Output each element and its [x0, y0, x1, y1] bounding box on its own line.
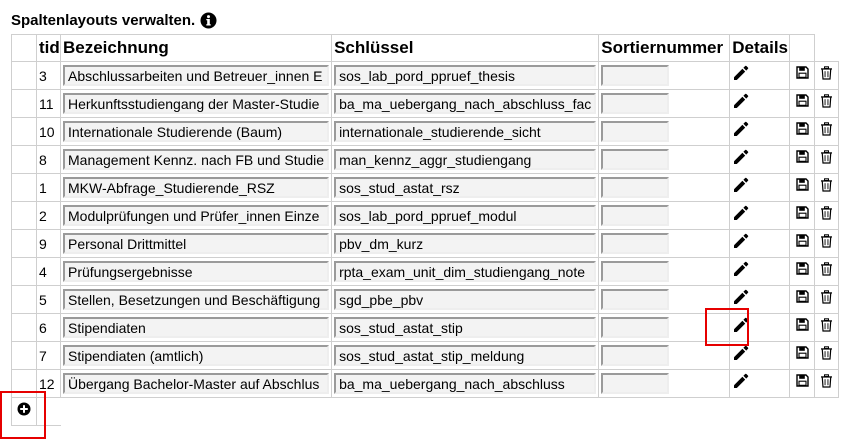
schluessel-input[interactable]: sos_stud_astat_stip — [334, 317, 596, 338]
bezeichnung-cell — [61, 118, 332, 146]
delete-cell — [815, 62, 839, 90]
bezeichnung-input[interactable]: MKW-Abfrage_Studierende_RSZ — [63, 177, 329, 198]
details-column-header: Details — [730, 35, 790, 62]
tid-cell: 7 — [37, 342, 61, 370]
delete-column-header — [815, 35, 839, 62]
trash-icon[interactable] — [820, 374, 833, 393]
schluessel-cell — [332, 174, 599, 202]
row-select-cell[interactable] — [12, 370, 37, 398]
row-select-cell[interactable] — [12, 146, 37, 174]
table-row — [12, 314, 839, 342]
schluessel-input[interactable]: man_kennz_aggr_studiengang — [334, 149, 596, 170]
tid-cell: 5 — [37, 286, 61, 314]
trash-icon[interactable] — [820, 178, 833, 197]
bezeichnung-input[interactable]: Herkunftsstudiengang der Master-Studie — [63, 93, 329, 114]
bezeichnung-cell — [61, 62, 332, 90]
bezeichnung-cell — [61, 314, 332, 342]
sortiernummer-input[interactable] — [601, 205, 669, 226]
schluessel-cell — [332, 342, 599, 370]
bezeichnung-input[interactable]: Personal Drittmittel — [63, 233, 329, 254]
schluessel-input[interactable]: sos_lab_pord_ppruef_modul — [334, 205, 596, 226]
pencil-icon[interactable] — [732, 64, 750, 87]
row-select-cell[interactable] — [12, 314, 37, 342]
details-cell — [730, 202, 790, 230]
sortiernummer-input[interactable] — [601, 233, 669, 254]
table-row — [12, 118, 839, 146]
select-column-header — [12, 35, 37, 62]
tid-cell: 11 — [37, 90, 61, 118]
bezeichnung-cell — [61, 342, 332, 370]
details-cell — [730, 230, 790, 258]
details-cell — [730, 286, 790, 314]
tid-cell: 9 — [37, 230, 61, 258]
save-cell — [790, 202, 815, 230]
table-row — [12, 146, 839, 174]
sortiernummer-cell — [599, 342, 730, 370]
schluessel-cell — [332, 146, 599, 174]
floppy-disk-icon[interactable] — [796, 122, 809, 140]
details-cell — [730, 342, 790, 370]
trash-icon[interactable] — [820, 262, 833, 281]
delete-cell — [815, 258, 839, 286]
save-cell — [790, 174, 815, 202]
save-cell — [790, 286, 815, 314]
row-select-cell[interactable] — [12, 202, 37, 230]
page-title-text: Spaltenlayouts verwalten. — [11, 12, 196, 29]
pencil-icon[interactable] — [732, 288, 750, 311]
sortiernummer-input[interactable] — [601, 177, 669, 198]
bezeichnung-cell — [61, 90, 332, 118]
pencil-icon[interactable] — [732, 92, 750, 115]
floppy-disk-icon[interactable] — [796, 262, 809, 280]
save-cell — [790, 230, 815, 258]
floppy-disk-icon[interactable] — [796, 150, 809, 168]
schluessel-cell — [332, 230, 599, 258]
details-cell — [730, 174, 790, 202]
schluessel-input[interactable]: rpta_exam_unit_dim_studiengang_note — [334, 261, 596, 282]
trash-icon[interactable] — [820, 290, 833, 309]
add-row-empty — [61, 398, 839, 426]
table-row — [12, 90, 839, 118]
table-row — [12, 342, 839, 370]
bezeichnung-input[interactable]: Management Kennz. nach FB und Studie — [63, 149, 329, 170]
add-cell — [12, 398, 37, 426]
schluessel-input[interactable]: ba_ma_uebergang_nach_abschluss_fac — [334, 93, 596, 114]
row-select-cell[interactable] — [12, 62, 37, 90]
sortiernummer-cell — [599, 118, 730, 146]
row-select-cell[interactable] — [12, 118, 37, 146]
bezeichnung-input[interactable]: Modulprüfungen und Prüfer_innen Einze — [63, 205, 329, 226]
add-row-filler — [37, 398, 61, 426]
tid-cell: 8 — [37, 146, 61, 174]
schluessel-cell — [332, 258, 599, 286]
sortiernummer-cell — [599, 314, 730, 342]
floppy-disk-icon[interactable] — [796, 374, 809, 392]
plus-circle-icon[interactable] — [17, 402, 31, 421]
pencil-icon[interactable] — [732, 204, 750, 227]
save-cell — [790, 146, 815, 174]
row-select-cell[interactable] — [12, 174, 37, 202]
bezeichnung-cell — [61, 146, 332, 174]
table-row — [12, 202, 839, 230]
sortiernummer-cell — [599, 62, 730, 90]
details-cell — [730, 258, 790, 286]
floppy-disk-icon[interactable] — [796, 318, 809, 336]
schluessel-input[interactable]: internationale_studierende_sicht — [334, 121, 596, 142]
bezeichnung-input[interactable]: Stipendiaten — [63, 317, 329, 338]
tid-cell: 2 — [37, 202, 61, 230]
delete-cell — [815, 286, 839, 314]
schluessel-input[interactable]: ba_ma_uebergang_nach_abschluss — [334, 373, 596, 394]
pencil-icon[interactable] — [732, 120, 750, 143]
save-cell — [790, 342, 815, 370]
tid-cell: 6 — [37, 314, 61, 342]
table-row — [12, 286, 839, 314]
row-select-cell[interactable] — [12, 90, 37, 118]
save-cell — [790, 258, 815, 286]
tid-cell: 12 — [37, 370, 61, 398]
trash-icon[interactable] — [820, 122, 833, 141]
bezeichnung-input[interactable]: Stipendiaten (amtlich) — [63, 345, 329, 366]
sortiernummer-cell — [599, 258, 730, 286]
schluessel-input[interactable]: pbv_dm_kurz — [334, 233, 596, 254]
details-cell — [730, 62, 790, 90]
pencil-icon[interactable] — [732, 148, 750, 171]
tid-column-header: tid — [37, 35, 61, 62]
row-select-cell[interactable] — [12, 230, 37, 258]
schluessel-cell — [332, 118, 599, 146]
sortiernummer-cell — [599, 202, 730, 230]
save-cell — [790, 370, 815, 398]
add-row — [12, 398, 839, 426]
sortiernummer-input[interactable] — [601, 149, 669, 170]
table-row — [12, 258, 839, 286]
sortiernummer-cell — [599, 370, 730, 398]
save-cell — [790, 90, 815, 118]
table-row — [12, 174, 839, 202]
tid-cell: 1 — [37, 174, 61, 202]
details-cell — [730, 370, 790, 398]
bezeichnung-cell — [61, 202, 332, 230]
details-cell — [730, 146, 790, 174]
sortiernummer-input[interactable] — [601, 65, 669, 86]
sortiernummer-input[interactable] — [601, 261, 669, 282]
trash-icon[interactable] — [820, 150, 833, 169]
column-layouts-table — [11, 34, 839, 426]
floppy-disk-icon[interactable] — [796, 290, 809, 308]
schluessel-cell — [332, 90, 599, 118]
sortiernummer-column-header: Sortiernummer — [599, 35, 730, 62]
delete-cell — [815, 202, 839, 230]
details-cell — [730, 90, 790, 118]
table-row — [12, 370, 839, 398]
table-row — [12, 62, 839, 90]
sortiernummer-input[interactable] — [601, 121, 669, 142]
save-column-header — [790, 35, 815, 62]
tid-cell: 10 — [37, 118, 61, 146]
floppy-disk-icon[interactable] — [796, 66, 809, 84]
trash-icon[interactable] — [820, 346, 833, 365]
sortiernummer-input[interactable] — [601, 317, 669, 338]
floppy-disk-icon[interactable] — [796, 206, 809, 224]
trash-icon[interactable] — [820, 234, 833, 253]
bezeichnung-input[interactable]: Prüfungsergebnisse — [63, 261, 329, 282]
save-cell — [790, 314, 815, 342]
bezeichnung-cell — [61, 230, 332, 258]
sortiernummer-cell — [599, 146, 730, 174]
pencil-icon[interactable] — [732, 176, 750, 199]
pencil-icon[interactable] — [732, 232, 750, 255]
details-cell — [730, 314, 790, 342]
row-select-cell[interactable] — [12, 258, 37, 286]
sortiernummer-input[interactable] — [601, 345, 669, 366]
pencil-icon[interactable] — [732, 344, 750, 367]
delete-cell — [815, 146, 839, 174]
bezeichnung-input[interactable]: Abschlussarbeiten und Betreuer_innen E — [63, 65, 329, 86]
delete-cell — [815, 370, 839, 398]
pencil-icon[interactable] — [732, 372, 750, 395]
trash-icon[interactable] — [820, 206, 833, 225]
delete-cell — [815, 174, 839, 202]
info-icon[interactable] — [200, 12, 217, 29]
save-cell — [790, 62, 815, 90]
pencil-icon[interactable] — [732, 260, 750, 283]
sortiernummer-input[interactable] — [601, 93, 669, 114]
bezeichnung-cell — [61, 174, 332, 202]
table-row — [12, 230, 839, 258]
schluessel-cell — [332, 370, 599, 398]
row-select-cell[interactable] — [12, 342, 37, 370]
schluessel-cell — [332, 286, 599, 314]
sortiernummer-cell — [599, 230, 730, 258]
bezeichnung-input[interactable]: Übergang Bachelor-Master auf Abschlus — [63, 373, 329, 394]
delete-cell — [815, 90, 839, 118]
bezeichnung-input[interactable]: Internationale Studierende (Baum) — [63, 121, 329, 142]
sortiernummer-cell — [599, 286, 730, 314]
schluessel-input[interactable]: sos_stud_astat_stip_meldung — [334, 345, 596, 366]
sortiernummer-cell — [599, 174, 730, 202]
schluessel-cell — [332, 202, 599, 230]
schluessel-input[interactable]: sos_lab_pord_ppruef_thesis — [334, 65, 596, 86]
floppy-disk-icon[interactable] — [796, 178, 809, 196]
sortiernummer-cell — [599, 90, 730, 118]
bezeichnung-cell — [61, 286, 332, 314]
bezeichnung-cell — [61, 258, 332, 286]
row-select-cell[interactable] — [12, 286, 37, 314]
tid-cell: 4 — [37, 258, 61, 286]
bezeichnung-cell — [61, 370, 332, 398]
pencil-icon[interactable] — [732, 316, 750, 339]
schluessel-column-header: Schlüssel — [332, 35, 599, 62]
details-cell — [730, 118, 790, 146]
tid-cell: 3 — [37, 62, 61, 90]
bezeichnung-input[interactable]: Stellen, Besetzungen und Beschäftigung — [63, 289, 329, 310]
page-title — [11, 12, 217, 29]
floppy-disk-icon[interactable] — [796, 234, 809, 252]
trash-icon[interactable] — [820, 318, 833, 337]
floppy-disk-icon[interactable] — [796, 94, 809, 112]
save-cell — [790, 118, 815, 146]
schluessel-cell — [332, 314, 599, 342]
schluessel-input[interactable]: sgd_pbe_pbv — [334, 289, 596, 310]
trash-icon[interactable] — [820, 94, 833, 113]
table-header-row — [12, 35, 839, 62]
schluessel-input[interactable]: sos_stud_astat_rsz — [334, 177, 596, 198]
bezeichnung-column-header: Bezeichnung — [61, 35, 332, 62]
delete-cell — [815, 118, 839, 146]
delete-cell — [815, 230, 839, 258]
floppy-disk-icon[interactable] — [796, 346, 809, 364]
schluessel-cell — [332, 62, 599, 90]
delete-cell — [815, 342, 839, 370]
trash-icon[interactable] — [820, 66, 833, 85]
delete-cell — [815, 314, 839, 342]
sortiernummer-input[interactable] — [601, 373, 669, 394]
sortiernummer-input[interactable] — [601, 289, 669, 310]
